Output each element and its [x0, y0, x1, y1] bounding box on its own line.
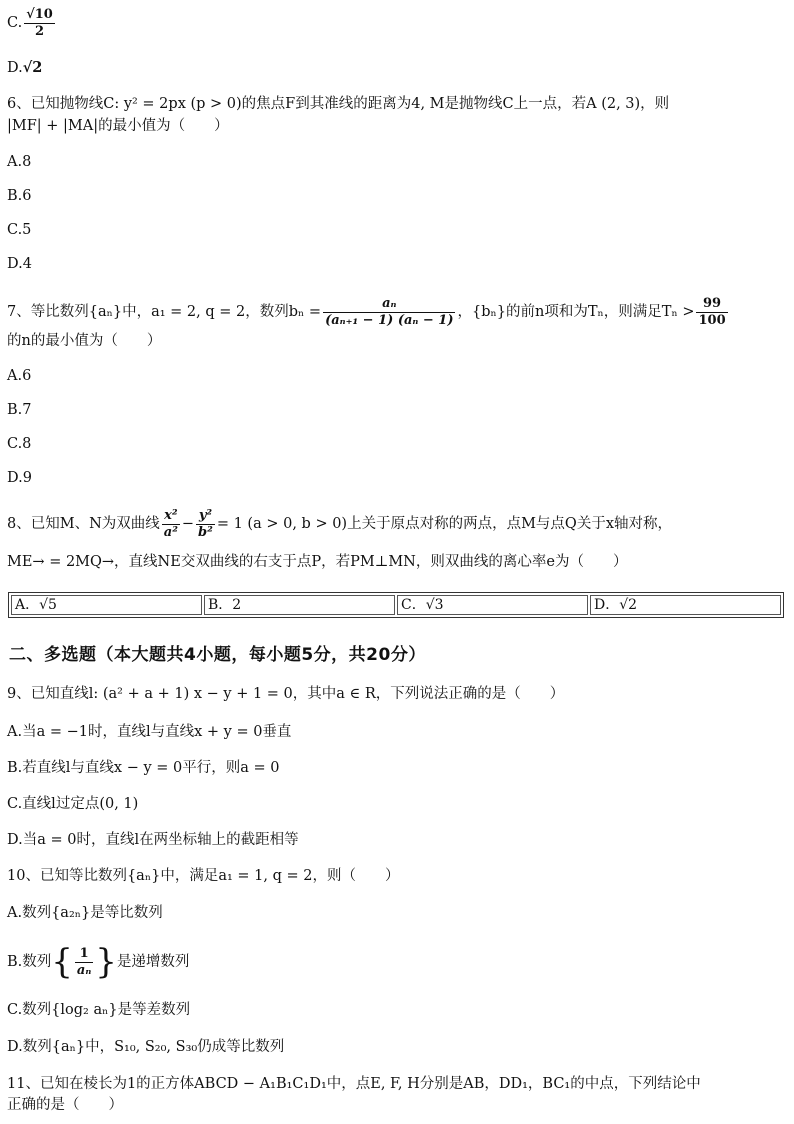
- question-6-option-d: D.4: [7, 256, 32, 272]
- question-6-option-b: B.6: [7, 188, 32, 204]
- fraction: $\frac{99}{100}$: [698, 295, 726, 328]
- question-6-option-c: C.5: [7, 222, 32, 238]
- question-10-option-d: D.数列{aₙ}中，S₁₀, S₂₀, S₃₀仍成等比数列: [7, 1039, 285, 1055]
- question-8-options-table: [8, 592, 784, 618]
- question-8-option-b: B．2: [204, 595, 395, 615]
- option-c-prev: [7, 6, 786, 40]
- question-7-stem: 7、等比数列{aₙ}中，a₁ = 2, q = 2，数列bₙ = $\frac{\text{aₙ}}{\text{(aₙ₊₁ − 1) (aₙ − 1)}}$ ，{bₙ}的前n项和为Tₙ，则满足Tₙ > $\frac{99}{100}$: [7, 295, 726, 328]
- question-10-stem: 10、已知等比数列{aₙ}中，满足a₁ = 1, q = 2，则（ ）: [7, 868, 400, 884]
- question-7-option-a: A.6: [7, 368, 32, 384]
- fraction: $\frac{√10}{2}$: [26, 6, 53, 39]
- question-11-stem-cont: 正确的是（ ）: [7, 1097, 123, 1113]
- question-9-option-b: B.若直线l与直线x − y = 0平行，则a = 0: [7, 760, 280, 776]
- fraction: $\frac{\text{y²}}{\text{b²}}$: [198, 507, 213, 540]
- section-heading: 二、多选题（本大题共4小题，每小题5分，共20分）: [9, 645, 426, 665]
- question-7-option-b: B.7: [7, 402, 32, 418]
- option-label: C.: [7, 15, 23, 31]
- question-7-option-d: D.9: [7, 470, 32, 486]
- question-8-option-a: A．√5: [11, 595, 202, 615]
- question-6-stem-cont: |MF| + |MA|的最小值为（ ）: [7, 118, 229, 134]
- question-8-stem-cont: ME→ = 2MQ→，直线NE交双曲线的右支于点P，若PM⊥MN，则双曲线的离心率e为（ ）: [7, 554, 628, 570]
- question-6-option-a: A.8: [7, 154, 32, 170]
- question-7-stem-cont: 的n的最小值为（ ）: [7, 333, 162, 349]
- question-10-option-b: B.数列{ $\frac{1}{\text{aₙ}}$ }是递增数列: [7, 942, 190, 982]
- fraction: $\frac{1}{\text{aₙ}}$: [76, 945, 92, 978]
- question-8-stem: 8、已知M、N为双曲线 $\frac{\text{x²}}{\text{a²}}$ − $\frac{\text{y²}}{\text{b²}}$ = 1 (a > 0, b > 0)上关于原点对称的两点，点M与点Q关于x轴对称，: [7, 507, 672, 540]
- fraction: $\frac{\text{x²}}{\text{a²}}$: [163, 507, 178, 540]
- question-11-stem: 11、已知在棱长为1的正方体ABCD − A₁B₁C₁D₁中，点E, F, H分别是AB，DD₁，BC₁的中点，下列结论中: [7, 1076, 701, 1092]
- question-7-option-c: C.8: [7, 436, 32, 452]
- question-9-stem: 9、已知直线l: (a² + a + 1) x − y + 1 = 0，其中a ∈ R，下列说法正确的是（ ）: [7, 686, 565, 702]
- fraction: $\frac{\text{aₙ}}{\text{(aₙ₊₁ − 1) (aₙ − 1)}}$: [325, 295, 454, 328]
- option-d-prev: D.√2: [7, 59, 43, 76]
- question-8-option-c: C．√3: [397, 595, 588, 615]
- question-9-option-d: D.当a = 0时，直线l在两坐标轴上的截距相等: [7, 832, 299, 848]
- question-10-option-c: C.数列{log₂ aₙ}是等差数列: [7, 1002, 191, 1018]
- question-6-stem: 6、已知抛物线C: y² = 2px (p > 0)的焦点F到其准线的距离为4, M是抛物线C上一点，若A (2, 3)，则: [7, 96, 670, 112]
- right-brace: }: [95, 942, 117, 982]
- question-9-option-a: A.当a = −1时，直线l与直线x + y = 0垂直: [7, 724, 292, 740]
- left-brace: {: [51, 942, 73, 982]
- question-10-option-a: A.数列{a₂ₙ}是等比数列: [7, 905, 163, 921]
- question-9-option-c: C.直线l过定点(0, 1): [7, 796, 139, 812]
- question-8-option-d: D．√2: [590, 595, 781, 615]
